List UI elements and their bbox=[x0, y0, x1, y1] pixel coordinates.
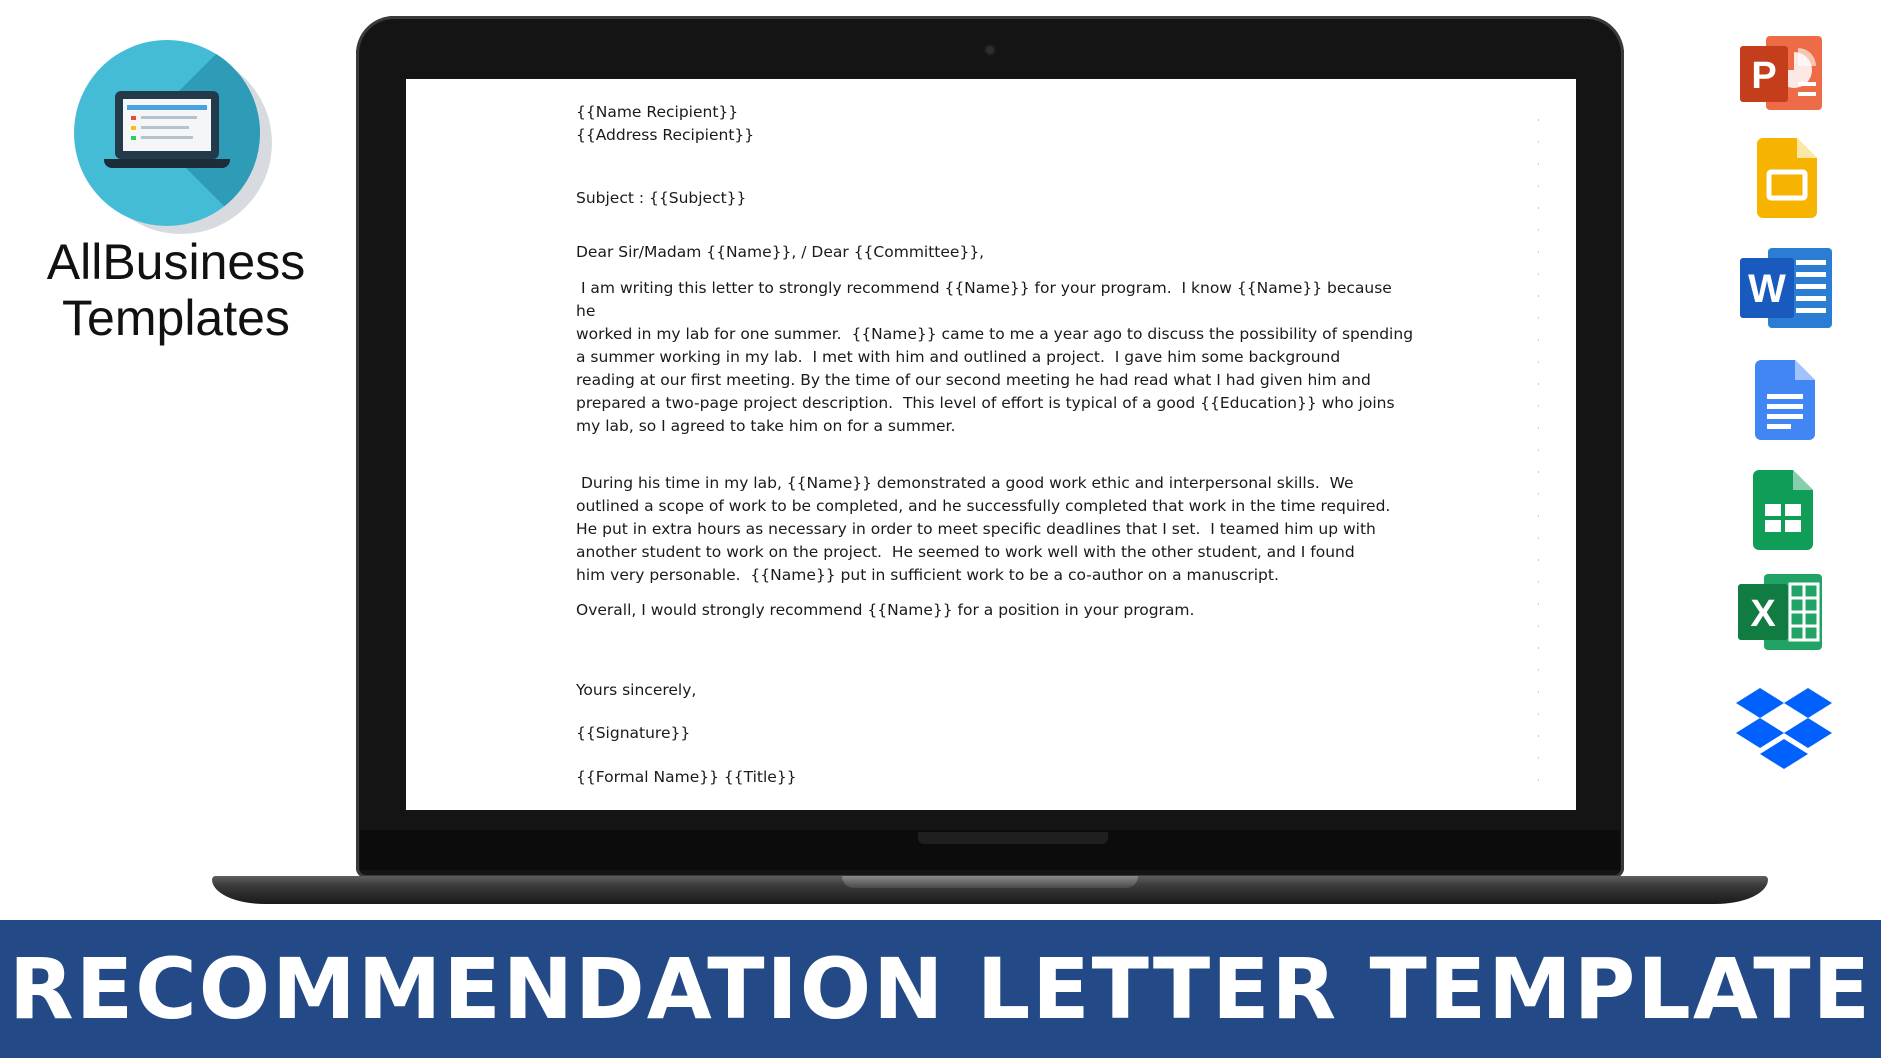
paragraph-2-line: During his time in my lab, {{Name}} demonstrated a good work ethic and interpersonal skills. We bbox=[576, 474, 1354, 492]
subject-line: Subject : {{Subject}} bbox=[576, 189, 747, 207]
paragraph-1-line: my lab, so I agreed to take him on for a summer. bbox=[576, 417, 956, 435]
title-banner bbox=[0, 920, 1881, 1058]
word-icon[interactable] bbox=[1740, 246, 1834, 330]
word-icon-letter: W bbox=[1748, 267, 1786, 311]
paragraph-2 bbox=[576, 472, 1416, 587]
brand-logo bbox=[34, 40, 334, 360]
signature: {{Signature}} bbox=[576, 724, 691, 742]
powerpoint-icon[interactable] bbox=[1740, 32, 1824, 114]
recipient-name: {{Name Recipient}} bbox=[576, 103, 739, 121]
paragraph-2-line: another student to work on the project. He seemed to work well with the other student, and I found bbox=[576, 543, 1355, 561]
letter-body bbox=[576, 101, 1416, 789]
brand-name-line1: AllBusiness bbox=[46, 234, 306, 290]
salutation: Dear Sir/Madam {{Name}}, / Dear {{Committee}}, bbox=[576, 243, 985, 261]
google-sheets-icon[interactable] bbox=[1753, 470, 1813, 550]
paragraph-1-line: reading at our first meeting. By the time of our second meeting he had read what I had given him and bbox=[576, 371, 1371, 389]
paragraph-1 bbox=[576, 277, 1416, 438]
laptop-logo-icon bbox=[74, 40, 260, 226]
page-margin-guide bbox=[1538, 119, 1539, 799]
powerpoint-icon-letter: P bbox=[1751, 55, 1777, 97]
recipient-address: {{Address Recipient}} bbox=[576, 126, 755, 144]
banner-title: RECOMMENDATION LETTER TEMPLATE bbox=[9, 940, 1872, 1038]
laptop-hinge bbox=[918, 832, 1108, 844]
paragraph-2-line: outlined a scope of work to be completed, and he successfully completed that work in the time required. bbox=[576, 497, 1391, 515]
webcam-icon bbox=[986, 46, 994, 54]
excel-icon[interactable] bbox=[1738, 572, 1824, 652]
paragraph-1-line: I am writing this letter to strongly recommend {{Name}} for your program. I know {{Name}} because he bbox=[576, 279, 1397, 320]
closing: Yours sincerely, bbox=[576, 681, 697, 699]
paragraph-2-line: him very personable. {{Name}} put in sufficient work to be a co-author on a manuscript. bbox=[576, 566, 1279, 584]
brand-name-line2: Templates bbox=[62, 290, 290, 346]
google-docs-icon[interactable] bbox=[1755, 360, 1815, 440]
document-page bbox=[406, 79, 1576, 810]
excel-icon-letter: X bbox=[1750, 593, 1776, 635]
google-slides-icon[interactable] bbox=[1757, 138, 1817, 218]
paragraph-1-line: worked in my lab for one summer. {{Name}} came to me a year ago to discuss the possibility of spending bbox=[576, 325, 1414, 343]
laptop-base-notch bbox=[842, 876, 1138, 888]
paragraph-3: Overall, I would strongly recommend {{Name}} for a position in your program. bbox=[576, 601, 1195, 619]
brand-name bbox=[34, 234, 318, 346]
paragraph-2-line: He put in extra hours as necessary in order to meet specific deadlines that I set. I teamed him up with bbox=[576, 520, 1376, 538]
paragraph-1-line: prepared a two-page project description. This level of effort is typical of a good {{Education}} who joins bbox=[576, 394, 1395, 412]
formal-name: {{Formal Name}} {{Title}} bbox=[576, 768, 797, 786]
paragraph-1-line: a summer working in my lab. I met with him and outlined a project. I gave him some background bbox=[576, 348, 1341, 366]
dropbox-icon[interactable] bbox=[1736, 688, 1832, 776]
